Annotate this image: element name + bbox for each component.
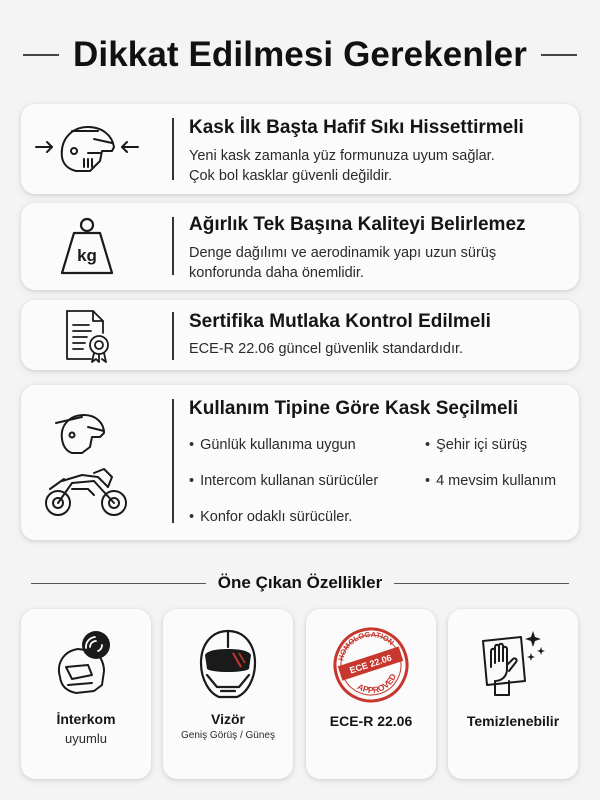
card-description-line: konforunda daha önemlidir. <box>189 265 364 281</box>
title-line-right <box>541 54 577 56</box>
usage-bullet-list <box>189 437 579 537</box>
card-description-line: Çok bol kasklar güvenli değildir. <box>189 168 393 184</box>
card-title: Ağırlık Tek Başına Kaliteyi Belirlemez <box>189 214 526 235</box>
title-row <box>0 30 600 80</box>
features-line-left <box>31 583 206 584</box>
card-divider <box>172 399 174 523</box>
list-item: • Konfor odaklı sürücüler. <box>189 509 352 525</box>
feature-sublabel: Geniş Görüş / Güneş <box>181 730 275 741</box>
list-item: • 4 mevsim kullanım <box>425 473 556 489</box>
card-description-line: Denge dağılımı ve aerodinamik yapı uzun sürüş <box>189 245 497 261</box>
list-item: • Şehir içi sürüş <box>425 437 527 453</box>
card-description <box>189 146 567 186</box>
feature-card-ece <box>306 609 436 779</box>
visor-helmet-icon <box>163 623 293 707</box>
tip-card-weight <box>21 203 579 290</box>
card-title: Kullanım Tipine Göre Kask Seçilmeli <box>189 398 519 419</box>
card-title: Sertifika Mutlaka Kontrol Edilmeli <box>189 311 491 332</box>
helmet-fit-icon <box>21 104 152 194</box>
intercom-helmet-icon <box>21 623 151 707</box>
card-text <box>189 213 567 283</box>
card-divider <box>172 312 174 360</box>
features-title-row <box>0 571 600 595</box>
card-description <box>189 243 567 283</box>
card-divider <box>172 118 174 180</box>
list-item: • Intercom kullanan sürücüler <box>189 473 378 489</box>
page-title: Dikkat Edilmesi Gerekenler <box>73 35 527 74</box>
tip-card-helmet-fit <box>21 104 579 194</box>
card-title: Kask İlk Başta Hafif Sıkı Hissettirmeli <box>189 117 524 138</box>
kg-weight-label: kg <box>76 245 97 265</box>
title-line-left <box>23 54 59 56</box>
certificate-icon <box>21 300 152 370</box>
card-text <box>189 397 567 421</box>
feature-label: İnterkom <box>56 711 116 727</box>
homologation-stamp-icon <box>306 623 436 707</box>
feature-sublabel: uyumlu <box>65 731 107 746</box>
card-description: ECE-R 22.06 güncel güvenlik standardıdır. <box>189 341 464 357</box>
feature-card-cleanable <box>448 609 578 779</box>
card-description-line: Yeni kask zamanla yüz formunuza uyum sağlar. <box>189 148 495 164</box>
card-text <box>189 310 567 359</box>
features-line-right <box>394 583 569 584</box>
stamp-top-text: HOMOLOGATION <box>336 629 396 662</box>
helmet-motorcycle-icon <box>21 385 152 540</box>
list-item: • Günlük kullanıma uygun <box>189 437 356 453</box>
stamp-mid-text: ECE 22.06 <box>348 652 393 676</box>
card-divider <box>172 217 174 275</box>
features-title: Öne Çıkan Özellikler <box>217 573 383 592</box>
feature-label: ECE-R 22.06 <box>329 713 413 729</box>
feature-label: Temizlenebilir <box>466 713 560 729</box>
feature-card-visor <box>163 609 293 779</box>
kg-weight-icon <box>21 203 152 290</box>
feature-card-intercom <box>21 609 151 779</box>
tip-card-usage-type <box>21 385 579 540</box>
stamp-bottom-text: APPROVED <box>355 671 399 695</box>
cleaning-glove-icon <box>448 623 578 707</box>
tip-card-certificate <box>21 300 579 370</box>
card-text <box>189 116 567 186</box>
feature-label: Vizör <box>211 711 245 727</box>
